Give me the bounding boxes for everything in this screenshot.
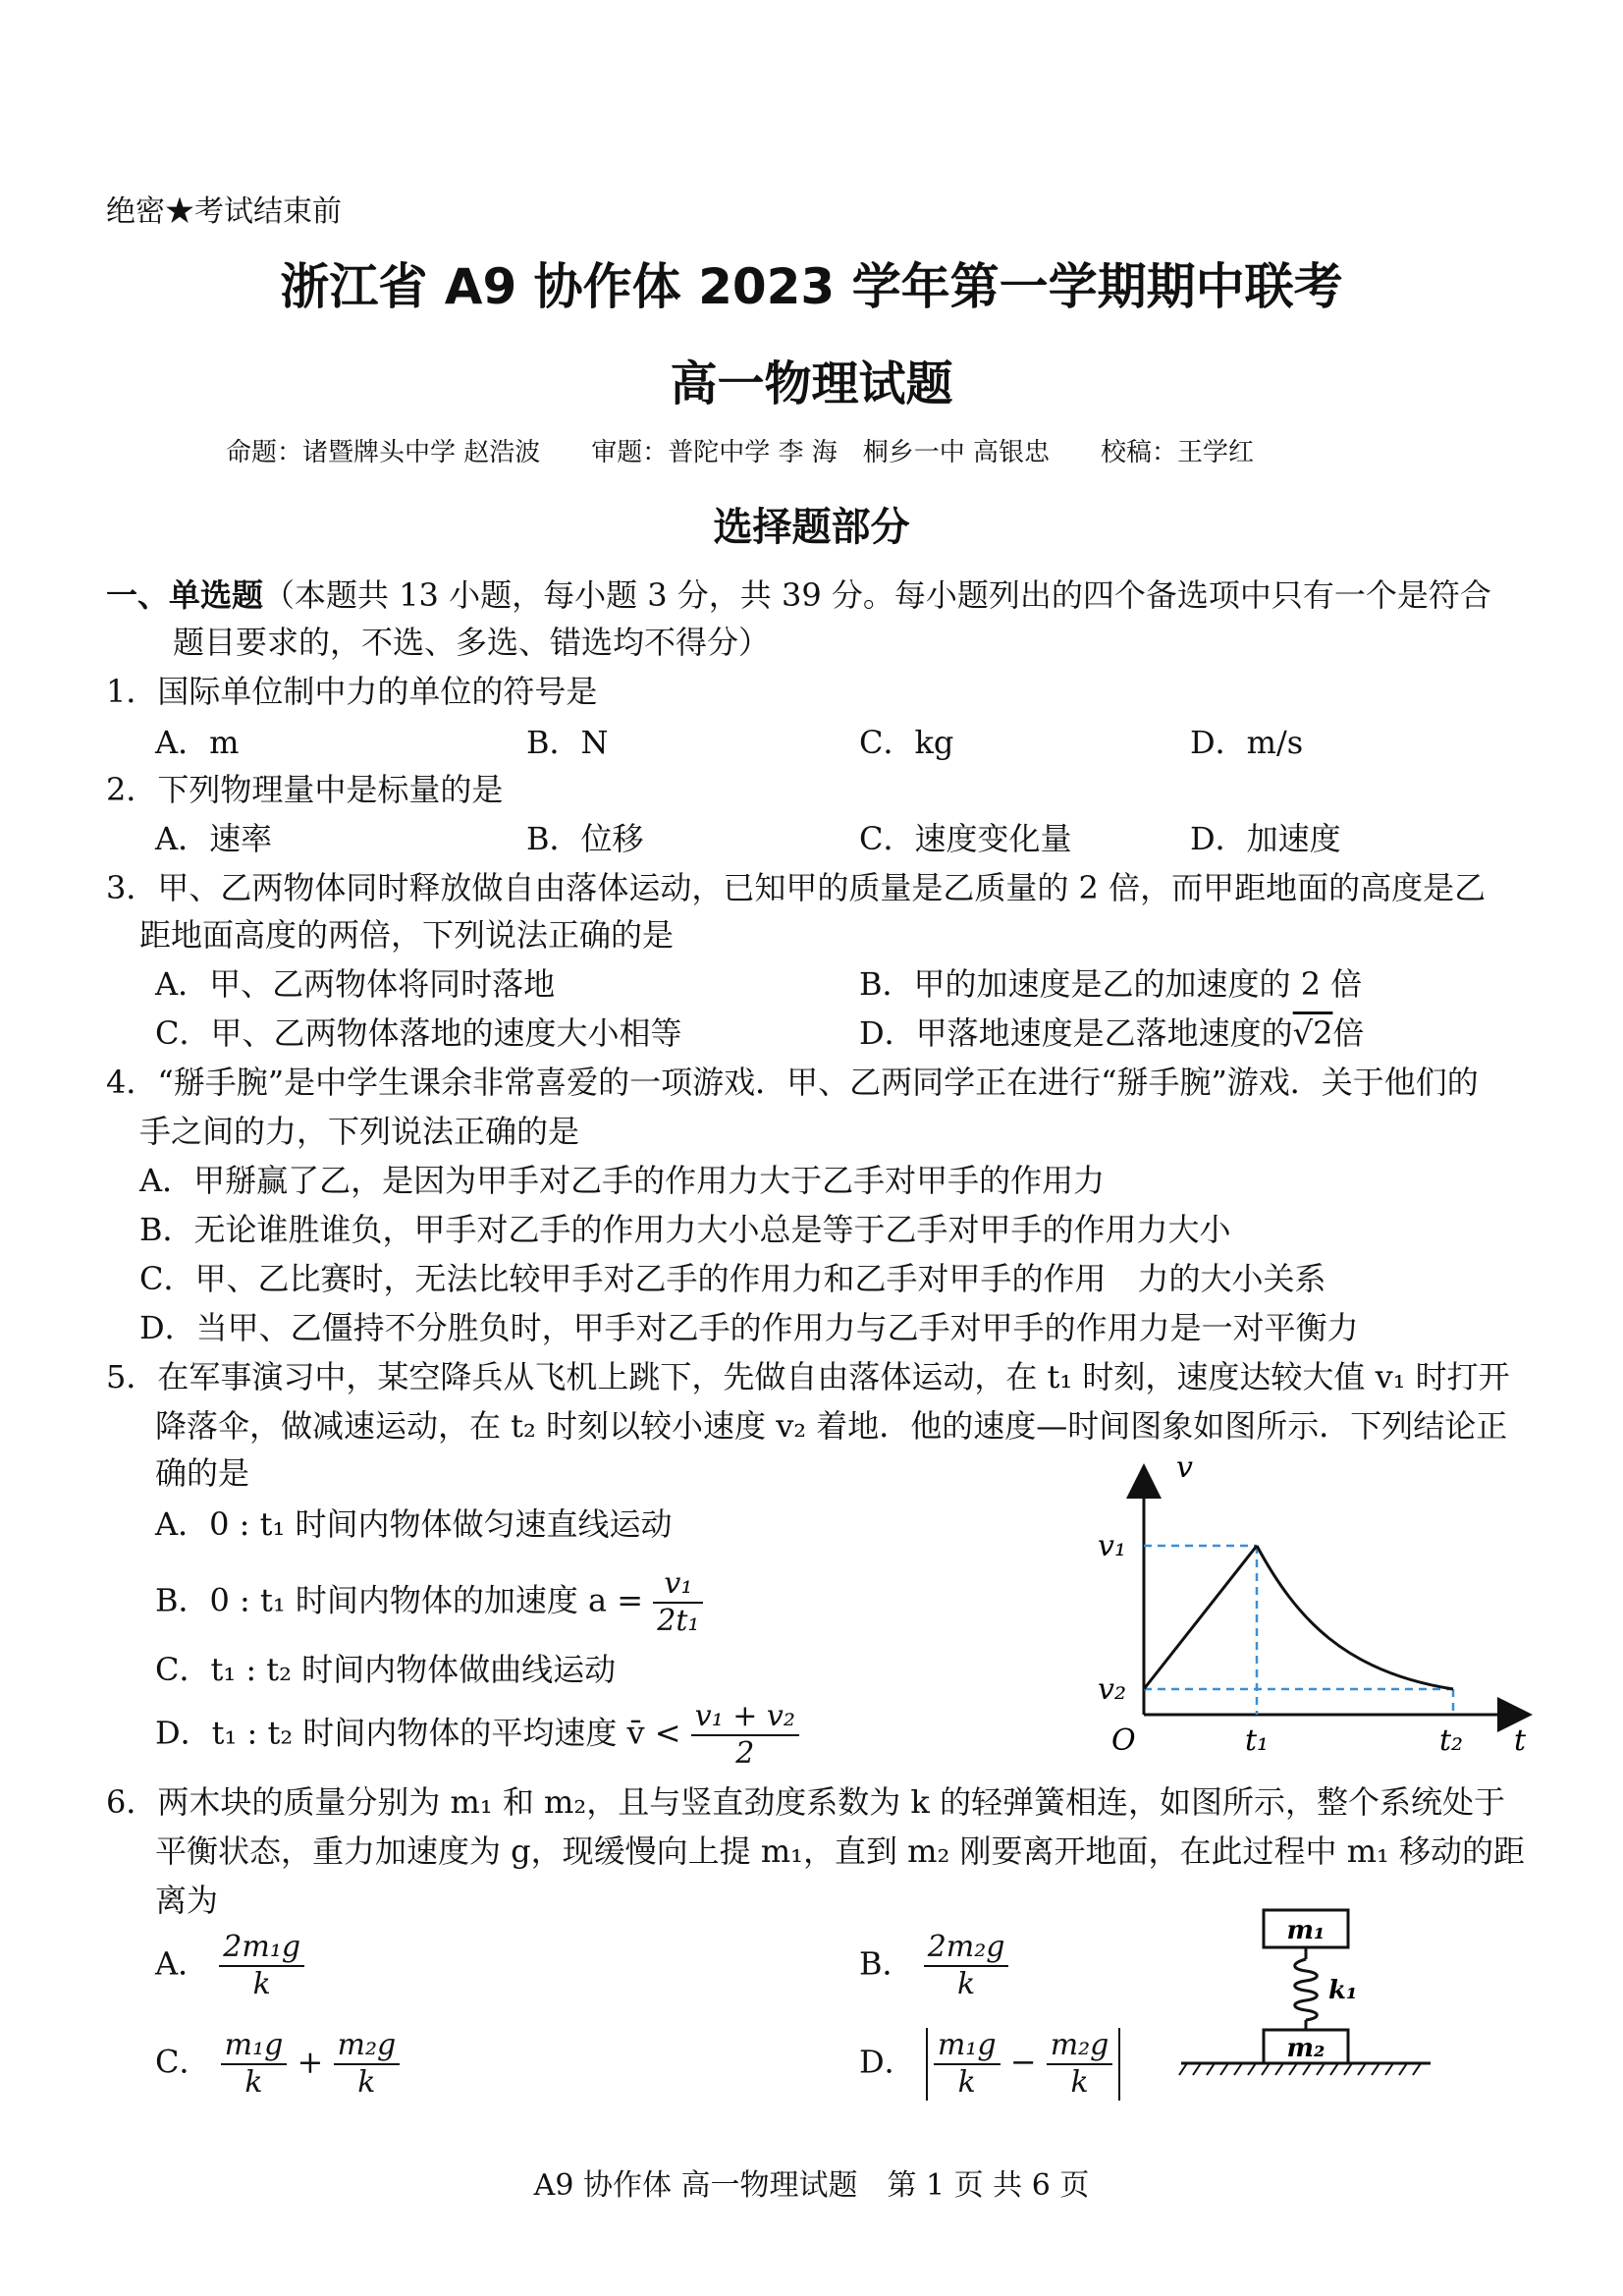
part-desc-line2: 题目要求的，不选、多选、错选均不得分） — [173, 624, 771, 661]
fraction-denominator: k — [1070, 2065, 1089, 2100]
exam-subtitle: 高一物理试题 — [670, 356, 953, 411]
q2-option-d: D．加速度 — [1190, 820, 1341, 857]
q2-option-c: C．速度变化量 — [859, 820, 1072, 857]
q5-stem-line2: 降落伞，做减速运动，在 t₂ 时刻以较小速度 v₂ 着地．他的速度—时间图象如图所示．下列结论正 — [155, 1407, 1508, 1445]
absolute-value — [926, 2028, 1121, 2101]
q2-stem: 2．下列物理量中是标量的是 — [106, 771, 504, 808]
option-label: B． — [859, 1944, 914, 1983]
fraction-denominator: 2t₁ — [657, 1604, 700, 1638]
option-label: D． — [859, 2043, 916, 2081]
q3-option-d — [859, 1013, 1364, 1053]
fraction-numerator: 2m₂g — [924, 1930, 1009, 1967]
origin-label: O — [1111, 1723, 1136, 1758]
q3-option-d-text: D．甲落地速度是乙落地速度的 — [859, 1014, 1293, 1052]
q6-option-b — [859, 1930, 1008, 2002]
fraction-numerator: m₁g — [934, 2028, 1001, 2065]
q6-stem-line1: 6．两木块的质量分别为 m₁ 和 m₂，且与竖直劲度系数为 k 的轻弹簧相连，如图所示，整个系统处于 — [106, 1783, 1505, 1821]
q6-option-a — [155, 1930, 304, 2002]
part-heading — [106, 575, 1491, 615]
q6-option-d — [859, 2028, 1120, 2101]
spring-blocks-figure — [1173, 1900, 1438, 2087]
block-m1-label: m₁ — [1286, 1916, 1325, 1945]
q4-option-c: C．甲、乙比赛时，无法比较甲手对乙手的作用力和乙手对甲手的作用 力的大小关系 — [139, 1260, 1326, 1297]
fraction-denominator: k — [956, 1967, 976, 2001]
q5-stem-line3: 确的是 — [155, 1454, 250, 1492]
q2-option-a: A．速率 — [155, 820, 273, 857]
ground-hatching — [1179, 2063, 1421, 2075]
q1-stem: 1．国际单位制中力的单位的符号是 — [106, 673, 598, 710]
fraction — [1047, 2028, 1113, 2101]
q3-option-d-tail: 倍 — [1332, 1014, 1365, 1052]
q5-option-b-text: B．0 : t₁ 时间内物体的加速度 a = — [155, 1581, 644, 1619]
q1-option-c: C．kg — [859, 724, 954, 761]
spring-label: k₁ — [1328, 1976, 1358, 2005]
fraction-numerator: v₁ + v₂ — [691, 1699, 799, 1736]
section-title: 选择题部分 — [713, 505, 910, 550]
q6-stem-line3: 离为 — [155, 1882, 219, 1919]
page-footer: A9 协作体 高一物理试题 第 1 页 共 6 页 — [533, 2168, 1090, 2203]
q3-option-c: C．甲、乙两物体落地的速度大小相等 — [155, 1014, 682, 1052]
q4-stem-line1: 4．“掰手腕”是中学生课余非常喜爱的一项游戏．甲、乙两同学正在进行“掰手腕”游戏．关于他们的 — [106, 1064, 1479, 1101]
fraction — [219, 1930, 304, 2002]
fraction — [334, 2028, 401, 2101]
q6-option-c — [155, 2028, 400, 2101]
q4-option-d: D．当甲、乙僵持不分胜负时，甲手对乙手的作用力与乙手对甲手的作用力是一对平衡力 — [139, 1309, 1359, 1346]
v1-label: v₁ — [1098, 1529, 1126, 1563]
confidential-label: 绝密★考试结束前 — [106, 194, 342, 229]
q1-option-b: B．N — [526, 724, 609, 761]
q4-option-b: B．无论谁胜谁负，甲手对乙手的作用力大小总是等于乙手对甲手的作用力大小 — [139, 1211, 1231, 1248]
operator: − — [1009, 2043, 1037, 2081]
t2-label: t₂ — [1439, 1723, 1464, 1758]
q4-stem-line2: 手之间的力，下列说法正确的是 — [139, 1113, 580, 1150]
fraction-denominator: 2 — [735, 1736, 755, 1771]
q1-option-d: D．m/s — [1190, 724, 1304, 761]
fraction-numerator: 2m₁g — [219, 1930, 304, 1967]
v2-label: v₂ — [1098, 1672, 1126, 1707]
q4-option-a: A．甲掰赢了乙，是因为甲手对乙手的作用力大于乙手对甲手的作用力 — [139, 1162, 1106, 1199]
fraction — [934, 2028, 1001, 2101]
v-axis-label: v — [1176, 1451, 1193, 1485]
acceleration-segment — [1144, 1546, 1257, 1689]
fraction-numerator: m₂g — [334, 2028, 401, 2065]
exam-title: 浙江省 A9 协作体 2023 学年第一学期期中联考 — [280, 258, 1343, 315]
fraction-numerator: v₁ — [653, 1566, 703, 1604]
q3-option-b: B．甲的加速度是乙的加速度的 2 倍 — [859, 965, 1363, 1003]
velocity-time-graph — [1090, 1451, 1542, 1766]
part-label: 一、单选题 — [106, 576, 264, 614]
q2-option-b: B．位移 — [526, 820, 644, 857]
fraction-numerator: m₁g — [221, 2028, 288, 2065]
q6-stem-line2: 平衡状态，重力加速度为 g，现缓慢向上提 m₁，直到 m₂ 刚要离开地面，在此过程中 m₁ 移动的距 — [155, 1832, 1526, 1870]
part-desc-line1: （本题共 13 小题，每小题 3 分，共 39 分。每小题列出的四个备选项中只有一个是符合 — [263, 576, 1491, 614]
fraction — [924, 1930, 1009, 2002]
q5-option-c: C．t₁ : t₂ 时间内物体做曲线运动 — [155, 1651, 617, 1688]
q5-option-d-fraction — [691, 1699, 799, 1772]
t1-label: t₁ — [1245, 1723, 1270, 1758]
spring-icon — [1295, 1959, 1318, 2020]
block-m2-label: m₂ — [1286, 2034, 1325, 2063]
t-axis-label: t — [1514, 1723, 1527, 1758]
option-label: A． — [155, 1944, 210, 1983]
fraction-denominator: k — [244, 2065, 263, 2100]
q3-stem-line2: 距地面高度的两倍，下列说法正确的是 — [139, 916, 675, 954]
q3-stem-line1: 3．甲、乙两物体同时释放做自由落体运动，已知甲的质量是乙质量的 2 倍，而甲距地面的高度是乙 — [106, 869, 1487, 906]
fraction-denominator: k — [252, 1967, 271, 2001]
option-label: C． — [155, 2043, 211, 2081]
q5-option-b-fraction — [653, 1566, 703, 1639]
deceleration-curve — [1257, 1546, 1453, 1689]
credits-line: 命题：诸暨牌头中学 赵浩波 审题：普陀中学 李 海 桐乡一中 高银忠 校稿：王学红 — [226, 438, 1255, 467]
fraction-denominator: k — [957, 2065, 976, 2100]
q5-option-d-text: D．t₁ : t₂ 时间内物体的平均速度 v̄ < — [155, 1714, 681, 1752]
q5-option-b — [155, 1566, 703, 1639]
q1-option-a: A．m — [155, 724, 240, 761]
fraction-numerator: m₂g — [1047, 2028, 1113, 2065]
fraction-denominator: k — [357, 2065, 376, 2100]
q5-stem-line1: 5．在军事演习中，某空降兵从飞机上跳下，先做自由落体运动，在 t₁ 时刻，速度达较大值 v₁ 时打开 — [106, 1358, 1510, 1395]
operator: + — [297, 2043, 324, 2081]
q5-option-d — [155, 1699, 799, 1772]
sqrt2: √2 — [1292, 1014, 1333, 1052]
fraction — [221, 2028, 288, 2101]
q5-option-a: A．0 : t₁ 时间内物体做匀速直线运动 — [155, 1505, 673, 1543]
q3-option-a: A．甲、乙两物体将同时落地 — [155, 965, 556, 1003]
